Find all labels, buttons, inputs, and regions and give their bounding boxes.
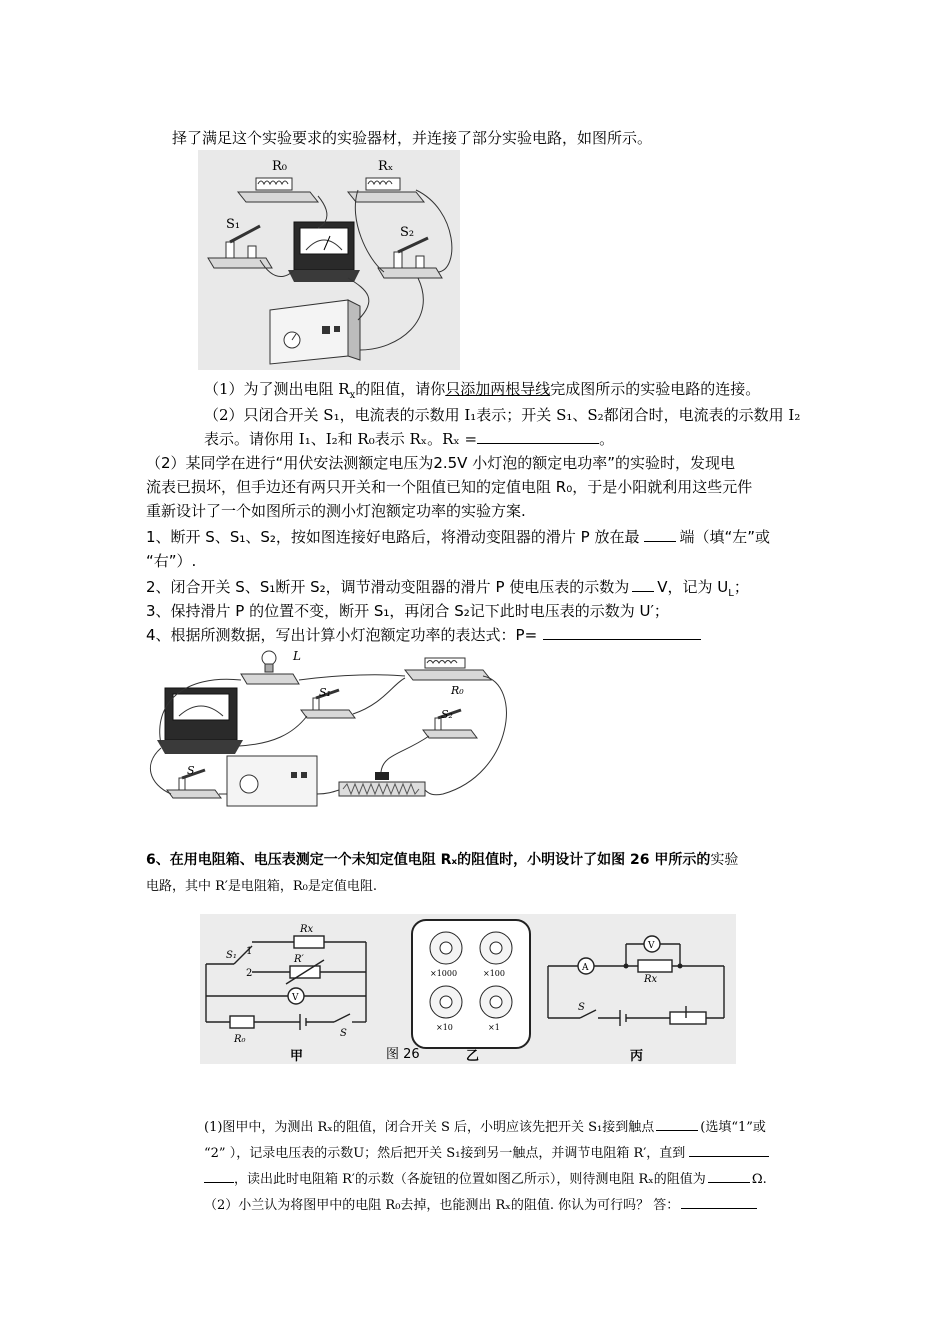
fig2-s1-label: S₁ xyxy=(319,686,331,699)
q1-prefix: （1）为了测出电阻 R xyxy=(204,380,350,398)
q2-line2-text: 表示。请你用 I₁、I₂和 R₀表示 Rₓ。Rₓ = xyxy=(204,430,478,448)
fig26-s-label: S xyxy=(340,1028,347,1039)
step2-sub: L xyxy=(728,588,734,599)
condition-blank-a[interactable] xyxy=(689,1142,769,1157)
intro-text: 择了满足这个实验要求的实验器材，并连接了部分实验电路，如图所示。 xyxy=(172,129,653,147)
fig26-a-label: A xyxy=(582,963,589,973)
partb-p1: （2）某同学在进行“用伏安法测额定电压为2.5V 小灯泡的额定电功率”的实验时，发现电 xyxy=(146,454,735,472)
step1-blank[interactable] xyxy=(644,527,676,542)
fig26-bing-rx-label: Rx xyxy=(644,974,658,985)
fig2-l-label: L xyxy=(293,649,301,663)
fig26-yi-caption: 乙 xyxy=(466,1049,480,1064)
q6-item2-text: （2）小兰认为将图甲中的电阻 R₀去掉，也能测出 Rₓ的阻值. 你认为可行吗？ 答： xyxy=(204,1198,680,1213)
step4-line xyxy=(146,624,701,645)
fig2-r0-label: R₀ xyxy=(451,684,464,697)
fig1-r0-label: R₀ xyxy=(272,159,287,174)
q6-item1-line3-text: ，读出此时电阻箱 R′的示数（各旋钮的位置如图乙所示），则待测电阻 Rₓ的阻值为 xyxy=(234,1172,706,1187)
fig26-one-label: 1 xyxy=(246,946,253,957)
fig26-x10-label: ×10 xyxy=(436,1023,453,1032)
q6-title-text: 6、在用电阻箱、电压表测定一个未知定值电阻 Rₓ的阻值时，小明设计了如图 26 甲所示的 xyxy=(146,852,711,868)
step2-end: ； xyxy=(733,578,749,596)
rx-value-blank[interactable] xyxy=(708,1168,750,1183)
q6-line2: 电路，其中 R′是电阻箱，R₀是定值电阻. xyxy=(146,879,378,894)
figure-26 xyxy=(200,914,736,1064)
fig1-rx-label: Rₓ xyxy=(378,159,394,174)
fig26-r0-label: R₀ xyxy=(234,1034,246,1045)
q6-item1-tail: (选填“1”或 xyxy=(700,1120,766,1135)
step2-blank[interactable] xyxy=(632,577,654,592)
step2-text: 2、闭合开关 S、S₁断开 S₂，调节滑动变阻器的滑片 P 使电压表的示数为 xyxy=(146,578,630,596)
step1-line xyxy=(146,526,770,547)
fig26-jia-caption: 甲 xyxy=(290,1049,304,1064)
contact-blank[interactable] xyxy=(656,1116,698,1131)
fig26-v-label: V xyxy=(292,993,299,1003)
q6-item1-line2-text: “2” ），记录电压表的示数U；然后把开关 S₁接到另一触点，并调节电阻箱 R′，直到 xyxy=(204,1146,686,1161)
q6-item1-line3 xyxy=(204,1168,767,1187)
fig26-bing-caption: 丙 xyxy=(630,1049,644,1064)
q1-suffix: 完成图所示的实验电路的连接。 xyxy=(550,380,761,398)
fig26-bing-v-label: V xyxy=(648,941,655,951)
condition-blank-b[interactable] xyxy=(204,1168,234,1183)
fig26-bing-s-label: S xyxy=(578,1002,585,1013)
q1-line xyxy=(204,378,760,401)
step1-tail: 端（填“左”或 xyxy=(679,528,771,546)
power-expression-blank[interactable] xyxy=(543,625,701,640)
fig1-s1-label: S₁ xyxy=(226,217,241,232)
fig26-yi-resistance-box xyxy=(412,920,530,1048)
q1-mid: 的阻值，请你 xyxy=(355,380,446,398)
rx-answer-blank[interactable] xyxy=(477,429,599,444)
partb-p3: 重新设计了一个如图所示的测小灯泡额定功率的实验方案. xyxy=(146,502,526,520)
fig26-s1-label: S₁ xyxy=(226,950,237,961)
q6-item1-line2 xyxy=(204,1142,769,1161)
fig1-s2-label: S₂ xyxy=(400,225,415,240)
fig2-s-label: S xyxy=(187,764,195,777)
fig26-x100-label: ×100 xyxy=(483,969,505,978)
fig26-rx-label: Rx xyxy=(300,924,314,935)
q6-item1-unit: Ω. xyxy=(751,1172,767,1187)
fig26-caption: 图 26 xyxy=(386,1047,420,1062)
step4-text: 4、根据所测数据，写出计算小灯泡额定功率的表达式：P= xyxy=(146,626,538,644)
q1-underline: 只添加两根导线 xyxy=(445,380,551,398)
step2-line xyxy=(146,576,749,599)
circuit-figure-1 xyxy=(198,150,460,370)
q6-title-tail: 实验 xyxy=(710,852,739,868)
fig26-rprime-label: R′ xyxy=(294,954,304,965)
partb-p2: 流表已损坏，但手边还有两只开关和一个阻值已知的定值电阻 R₀，于是小阳就利用这些元件 xyxy=(146,478,753,496)
step3-line: 3、保持滑片 P 的位置不变，断开 S₁，再闭合 S₂记下此时电压表的示数为 U′； xyxy=(146,602,669,620)
q6-item1-text: (1)图甲中，为测出 Rₓ的阻值，闭合开关 S 后，小明应该先把开关 S₁接到触点 xyxy=(204,1120,655,1135)
step2-tail: V，记为 U xyxy=(657,578,729,596)
q6-item2 xyxy=(204,1194,757,1213)
step1-line2: “右”）. xyxy=(146,552,197,570)
q2-line2 xyxy=(204,428,614,449)
circuit-figure-2 xyxy=(143,644,523,818)
q6-item1-line1 xyxy=(204,1116,766,1135)
fig26-x1000-label: ×1000 xyxy=(430,969,458,978)
fig26-x1-label: ×1 xyxy=(488,1023,500,1032)
fig26-two-label: 2 xyxy=(246,968,253,979)
step1-text: 1、断开 S、S₁、S₂，按如图连接好电路后，将滑动变阻器的滑片 P 放在最 xyxy=(146,528,640,546)
q2-end: 。 xyxy=(599,430,615,448)
feasibility-blank[interactable] xyxy=(681,1194,757,1209)
q6-title xyxy=(146,849,738,869)
q1-sub: x xyxy=(349,390,356,401)
q2-line1: （2）只闭合开关 S₁，电流表的示数用 I₁表示；开关 S₁、S₂都闭合时，电流表的示数用 I₂ xyxy=(204,406,801,424)
fig2-s2-label: S₂ xyxy=(441,708,453,721)
